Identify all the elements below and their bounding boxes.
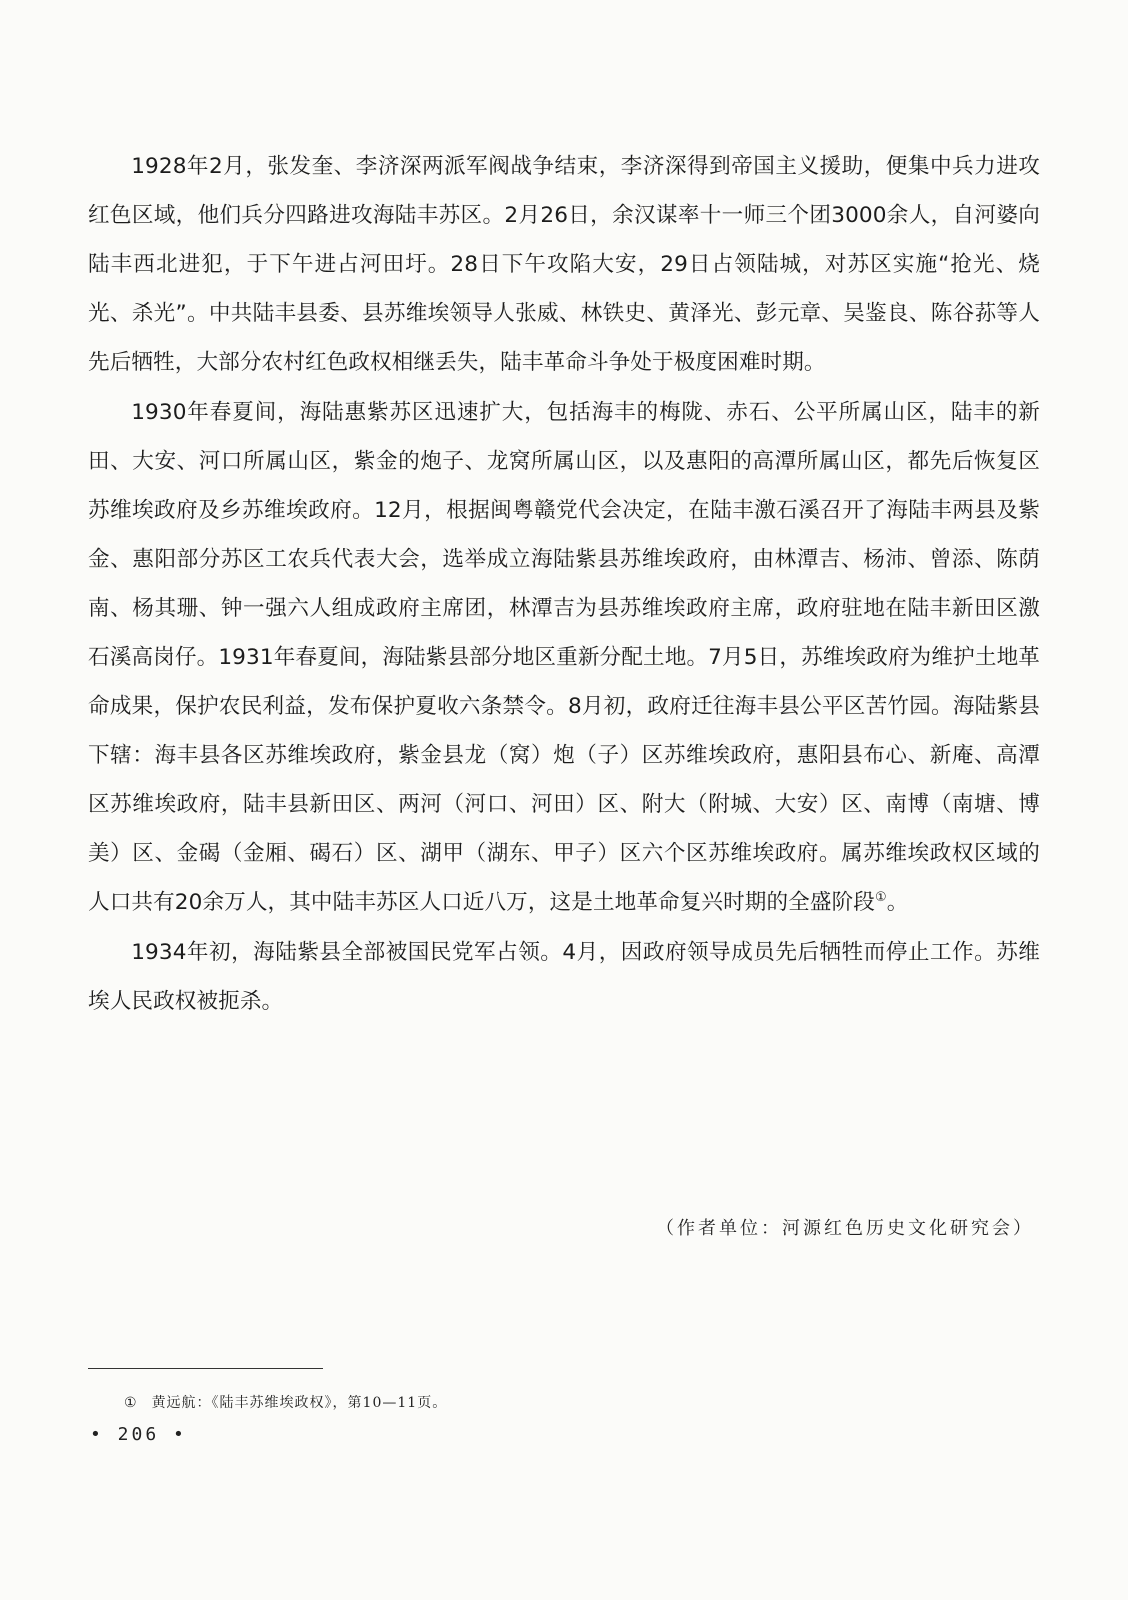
paragraph-1: 1928年2月，张发奎、李济深两派军阀战争结束，李济深得到帝国主义援助，便集中兵力进攻红色区域，他们兵分四路进攻海陆丰苏区。2月26日，余汉谋率十一师三个团3000余人，自河婆向陆丰西北进犯，于下午进占河田圩。28日下午攻陷大安，29日占领陆城，对苏区实施“抢光、烧光、杀光”。中共陆丰县委、县苏维埃领导人张威、林铁史、黄泽光、彭元章、吴鉴良、陈谷荪等人先后牺牲，大部分农村红色政权相继丢失，陆丰革命斗争处于极度困难时期。 [88, 154, 1040, 375]
footnote-divider [88, 1368, 323, 1369]
footnote-text: 黄远航：《陆丰苏维埃政权》，第10—11页。 [151, 1395, 448, 1411]
paragraph-2 [88, 388, 1040, 927]
paragraph-3: 1934年初，海陆紫县全部被国民党军占领。4月，因政府领导成员先后牺牲而停止工作。苏维埃人民政权被扼杀。 [88, 940, 1040, 1014]
footnote-mark: ① [124, 1395, 138, 1411]
footnote-reference[interactable]: ① [874, 889, 887, 905]
page-number: • 206 • [90, 1424, 187, 1445]
author-affiliation: （作者单位：河源红色历史文化研究会） [656, 1218, 1034, 1239]
article-body [88, 142, 1040, 1027]
footnote [124, 1392, 447, 1412]
paragraph-2-text: 1930年春夏间，海陆惠紫苏区迅速扩大，包括海丰的梅陇、赤石、公平所属山区，陆丰的新田、大安、河口所属山区，紫金的炮子、龙窝所属山区，以及惠阳的高潭所属山区，都先后恢复区苏维埃政府及乡苏维埃政府。12月，根据闽粤赣党代会决定，在陆丰激石溪召开了海陆丰两县及紫金、惠阳部分苏区工农兵代表大会，选举成立海陆紫县苏维埃政府，由林潭吉、杨沛、曾添、陈荫南、杨其珊、钟一强六人组成政府主席团，林潭吉为县苏维埃政府主席，政府驻地在陆丰新田区激石溪高岗仔。1931年春夏间，海陆紫县部分地区重新分配土地。7月5日，苏维埃政府为维护土地革命成果，保护农民利益，发布保护夏收六条禁令。8月初，政府迁往海丰县公平区苦竹园。海陆紫县下辖：海丰县各区苏维埃政府，紫金县龙（窝）炮（子）区苏维埃政府，惠阳县布心、新庵、高潭区苏维埃政府，陆丰县新田区、两河（河口、河田）区、附大（附城、大安）区、南博（南塘、博美）区、金碣（金厢、碣石）区、湖甲（湖东、甲子）区六个区苏维埃政府。属苏维埃政权区域的人口共有20余万人，其中陆丰苏区人口近八万，这是土地革命复兴时期的全盛阶段 [88, 400, 1040, 915]
paragraph-2-end: 。 [886, 890, 909, 915]
